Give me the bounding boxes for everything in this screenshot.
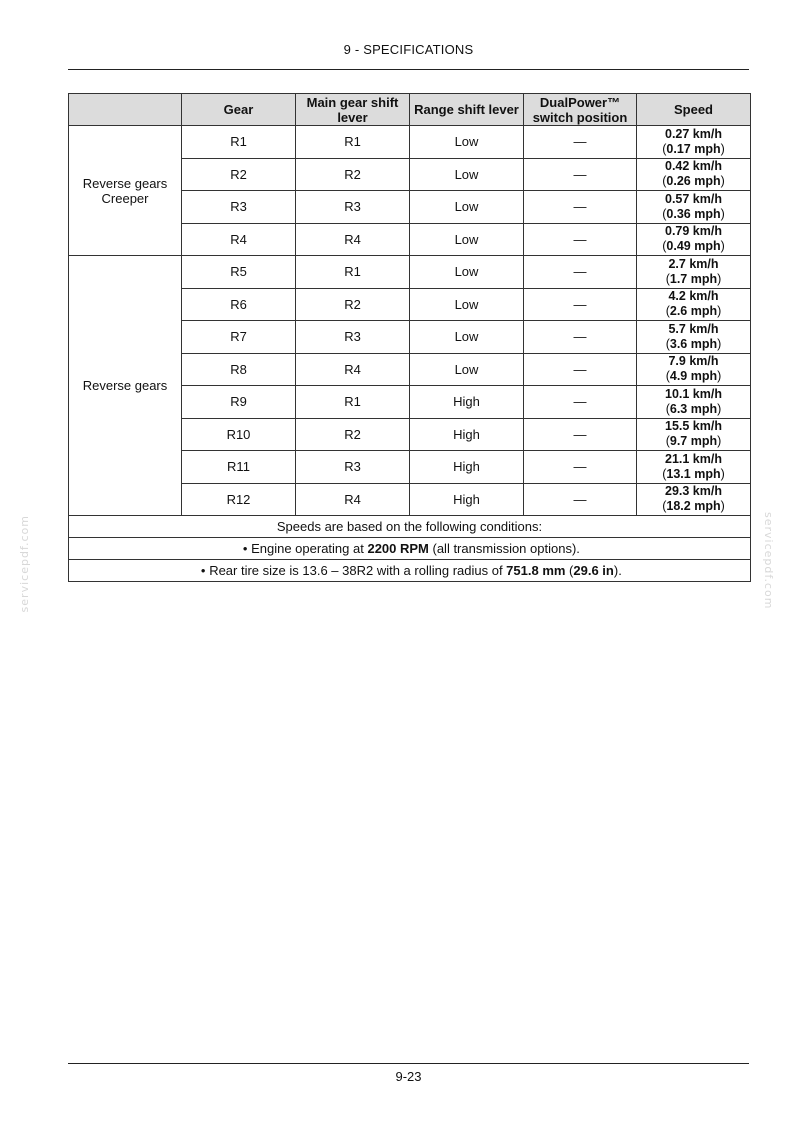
main-gear-shift-lever-cell: R2 <box>296 418 410 451</box>
paren-close: ) <box>720 466 725 481</box>
speed-mph: 0.17 mph <box>666 141 721 156</box>
speed-cell <box>637 386 751 419</box>
gear-cell: R6 <box>182 288 296 321</box>
note-text: ). <box>613 563 622 578</box>
watermark-left: servicepdf.com <box>18 515 31 613</box>
range-shift-lever-cell: High <box>410 483 524 516</box>
gear-cell: R4 <box>182 223 296 256</box>
range-shift-lever-cell: Low <box>410 191 524 224</box>
speed-kmh: 10.1 km/h <box>665 386 722 401</box>
range-shift-lever-cell: Low <box>410 321 524 354</box>
note-text: Rear tire size is 13.6 – 38R2 with a rolling radius of <box>209 563 507 578</box>
gear-group-label-subline: Creeper <box>101 190 149 206</box>
main-gear-shift-lever-cell: R4 <box>296 223 410 256</box>
paren-close: ) <box>720 141 725 156</box>
paren-close: ) <box>720 206 725 221</box>
speed-mph: 13.1 mph <box>666 466 721 481</box>
reverse-gear-speed-table <box>68 93 751 582</box>
watermark-right: servicepdf.com <box>762 512 775 610</box>
notes-intro: Speeds are based on the following conditions: <box>69 516 751 538</box>
paren-close: ) <box>717 271 722 286</box>
speed-mph: 4.9 mph <box>669 369 718 384</box>
main-gear-shift-lever-cell: R3 <box>296 451 410 484</box>
speed-kmh: 2.7 km/h <box>668 256 719 271</box>
speed-kmh: 5.7 km/h <box>668 321 719 336</box>
speed-cell <box>637 451 751 484</box>
gear-group-label-line: Reverse gears <box>82 378 168 393</box>
gear-cell: R3 <box>182 191 296 224</box>
paren-open: ( <box>665 434 670 449</box>
range-shift-lever-cell: Low <box>410 223 524 256</box>
speed-kmh: 0.79 km/h <box>665 224 722 239</box>
gear-cell: R1 <box>182 126 296 159</box>
dualpower-switch-cell: — <box>524 386 637 419</box>
speed-mph-line <box>640 207 747 222</box>
main-gear-shift-lever-cell: R1 <box>296 386 410 419</box>
paren-close: ) <box>720 239 725 254</box>
column-header-speed: Speed <box>637 94 751 126</box>
main-gear-shift-lever-cell: R1 <box>296 256 410 289</box>
range-shift-lever-cell: Low <box>410 256 524 289</box>
note-bold-value: 29.6 in <box>573 563 614 578</box>
speed-mph-line <box>640 467 747 482</box>
speed-kmh: 0.42 km/h <box>665 159 722 174</box>
dualpower-switch-cell: — <box>524 418 637 451</box>
paren-close: ) <box>720 499 725 514</box>
main-gear-shift-lever-cell: R3 <box>296 321 410 354</box>
speed-mph-line <box>640 272 747 287</box>
paren-open: ( <box>662 239 667 254</box>
paren-open: ( <box>665 271 670 286</box>
table-row <box>69 256 751 289</box>
dualpower-switch-cell: — <box>524 256 637 289</box>
paren-open: ( <box>662 174 667 189</box>
notes-row <box>69 538 751 560</box>
speed-mph: 2.6 mph <box>669 304 718 319</box>
dualpower-switch-cell: — <box>524 126 637 159</box>
column-header-group <box>69 94 182 126</box>
footer-divider <box>68 1063 749 1064</box>
note-text: Engine operating at <box>251 541 368 556</box>
gear-cell: R11 <box>182 451 296 484</box>
main-gear-shift-lever-cell: R1 <box>296 126 410 159</box>
speed-kmh: 4.2 km/h <box>668 289 719 304</box>
table-header-row <box>69 94 751 126</box>
note-text: (all transmission options). <box>428 541 580 556</box>
column-header-dualpower-switch: DualPower™ switch position <box>524 94 637 126</box>
notes-bullet-engine <box>69 538 751 560</box>
speed-cell <box>637 256 751 289</box>
header-divider <box>68 69 749 70</box>
speed-mph-line <box>640 369 747 384</box>
speed-mph-line <box>640 239 747 254</box>
speed-mph-line <box>640 174 747 189</box>
paren-open: ( <box>662 499 667 514</box>
range-shift-lever-cell: Low <box>410 288 524 321</box>
gear-group-label-line: Reverse gears <box>82 175 168 191</box>
dualpower-switch-cell: — <box>524 288 637 321</box>
gear-cell: R8 <box>182 353 296 386</box>
paren-open: ( <box>665 304 670 319</box>
main-gear-shift-lever-cell: R2 <box>296 288 410 321</box>
speed-cell <box>637 483 751 516</box>
notes-row <box>69 560 751 582</box>
speed-kmh: 0.57 km/h <box>665 191 722 206</box>
notes-row <box>69 516 751 538</box>
notes-bullet-tire <box>69 560 751 582</box>
range-shift-lever-cell: Low <box>410 353 524 386</box>
main-gear-shift-lever-cell: R4 <box>296 353 410 386</box>
paren-open: ( <box>662 206 667 221</box>
speed-kmh: 29.3 km/h <box>665 484 722 499</box>
speed-mph-line <box>640 402 747 417</box>
range-shift-lever-cell: High <box>410 451 524 484</box>
main-gear-shift-lever-cell: R2 <box>296 158 410 191</box>
column-header-main-gear-shift-lever: Main gear shift lever <box>296 94 410 126</box>
speed-mph: 1.7 mph <box>669 271 718 286</box>
range-shift-lever-cell: High <box>410 386 524 419</box>
speed-kmh: 15.5 km/h <box>665 419 722 434</box>
dualpower-switch-cell: — <box>524 191 637 224</box>
speed-mph: 18.2 mph <box>666 499 721 514</box>
paren-open: ( <box>665 336 670 351</box>
note-bold-value: 2200 RPM <box>367 541 429 556</box>
speed-mph: 3.6 mph <box>669 336 718 351</box>
paren-close: ) <box>717 401 722 416</box>
paren-open: ( <box>662 141 667 156</box>
speed-mph: 0.36 mph <box>666 206 721 221</box>
gear-group-label <box>69 256 182 516</box>
dualpower-switch-cell: — <box>524 223 637 256</box>
gear-cell: R7 <box>182 321 296 354</box>
speed-mph: 6.3 mph <box>669 401 718 416</box>
paren-close: ) <box>717 369 722 384</box>
paren-open: ( <box>665 401 670 416</box>
speed-mph-line <box>640 142 747 157</box>
dualpower-switch-cell: — <box>524 451 637 484</box>
range-shift-lever-cell: High <box>410 418 524 451</box>
speed-mph-line <box>640 337 747 352</box>
note-text: ( <box>565 563 574 578</box>
note-bold-value: 751.8 mm <box>506 563 566 578</box>
column-header-range-shift-lever: Range shift lever <box>410 94 524 126</box>
paren-close: ) <box>720 174 725 189</box>
gear-group-label <box>69 126 182 256</box>
page-number: 9-23 <box>395 1069 422 1084</box>
dualpower-switch-cell: — <box>524 483 637 516</box>
speed-mph: 0.49 mph <box>666 239 721 254</box>
gear-cell: R9 <box>182 386 296 419</box>
page-header-title: 9 - SPECIFICATIONS <box>343 42 474 57</box>
speed-kmh: 7.9 km/h <box>668 354 719 369</box>
main-gear-shift-lever-cell: R3 <box>296 191 410 224</box>
gear-cell: R5 <box>182 256 296 289</box>
range-shift-lever-cell: Low <box>410 158 524 191</box>
speed-cell <box>637 418 751 451</box>
speed-cell <box>637 126 751 159</box>
table-row <box>69 126 751 159</box>
bullet-icon: • <box>200 563 206 578</box>
column-header-gear: Gear <box>182 94 296 126</box>
speed-cell <box>637 353 751 386</box>
speed-mph: 0.26 mph <box>666 174 721 189</box>
dualpower-switch-cell: — <box>524 321 637 354</box>
main-gear-shift-lever-cell: R4 <box>296 483 410 516</box>
range-shift-lever-cell: Low <box>410 126 524 159</box>
speed-mph-line <box>640 304 747 319</box>
speed-cell <box>637 191 751 224</box>
dualpower-switch-cell: — <box>524 158 637 191</box>
speed-mph-line <box>640 434 747 449</box>
speed-mph-line <box>640 499 747 514</box>
gear-cell: R10 <box>182 418 296 451</box>
gear-cell: R2 <box>182 158 296 191</box>
paren-close: ) <box>717 434 722 449</box>
gear-cell: R12 <box>182 483 296 516</box>
bullet-icon: • <box>242 541 248 556</box>
paren-open: ( <box>665 369 670 384</box>
paren-close: ) <box>717 336 722 351</box>
paren-close: ) <box>717 304 722 319</box>
speed-cell <box>637 321 751 354</box>
speed-cell <box>637 158 751 191</box>
speed-cell <box>637 288 751 321</box>
speed-kmh: 21.1 km/h <box>665 451 722 466</box>
speed-kmh: 0.27 km/h <box>665 126 722 141</box>
dualpower-switch-cell: — <box>524 353 637 386</box>
speed-cell <box>637 223 751 256</box>
speed-mph: 9.7 mph <box>669 434 718 449</box>
paren-open: ( <box>662 466 667 481</box>
